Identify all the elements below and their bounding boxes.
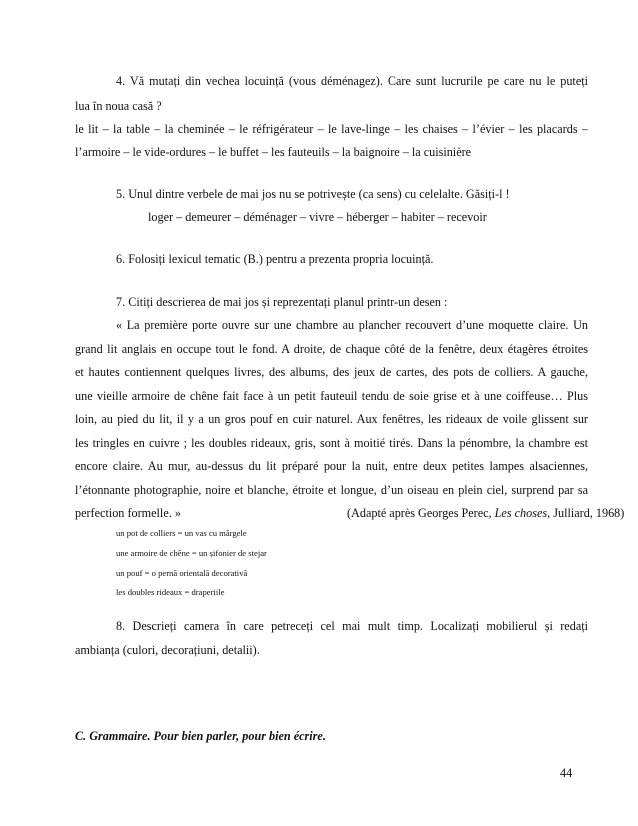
exercise-4-line-2: lua în noua casă ? — [75, 99, 162, 113]
exercise-4-line-1: 4. Vă mutați din vechea locuință (vous déménagez). Care sunt lucrurile pe care nu le puteți — [116, 74, 588, 88]
exercise-7-text-line: encore claire. Au mur, au-dessus du lit préparé pour la nuit, entre deux petites lampes alsaciennes, — [75, 459, 588, 473]
exercise-7-text-line: les tringles en cuivre ; les doubles rideaux, gris, sont à moitié tirés. Dans la pénombre, la chambre est — [75, 436, 588, 450]
exercise-7-instruction: 7. Citiți descrierea de mai jos și reprezentați planul printr-un desen : — [116, 295, 448, 309]
glossary-item: une armoire de chêne = un șifonier de stejar — [116, 548, 267, 558]
exercise-7-last-line — [75, 505, 625, 521]
exercise-7-text-line: loin, au pied du lit, il y a un gros pouf en cuir naturel. Aux fenêtres, les rideaux de voile glissent sur — [75, 412, 588, 426]
glossary-item: un pot de colliers = un vas cu mărgele — [116, 528, 247, 538]
source-prefix: (Adapté après Georges Perec, — [347, 506, 495, 520]
section-heading: C. Grammaire. Pour bien parler, pour bien écrire. — [75, 729, 326, 743]
exercise-8-line-2: ambianța (culori, decorațiuni, detalii). — [75, 643, 260, 657]
exercise-7-text-line: une vieille armoire de chêne fait face à un petit fauteuil tendu de soie grise et à une coiffeuse… Plus — [75, 389, 588, 403]
exercise-8-line-1: 8. Descrieți camera în care petreceți cel mai mult timp. Localizați mobilierul și redați — [116, 619, 588, 633]
source-title: Les choses — [494, 506, 548, 520]
source-suffix: , Julliard, 1968) — [547, 506, 625, 520]
exercise-7-text-line: « La première porte ouvre sur une chambre au plancher recouvert d’une moquette claire. Un — [116, 318, 588, 332]
exercise-7-text-line: l’étonnante photographie, noire et blanche, étroite et longue, d’un oiseau en plein ciel, surprend par sa — [75, 483, 588, 497]
glossary-item: un pouf = o pernă orientală decorativă — [116, 568, 248, 578]
exercise-7-source — [347, 505, 624, 521]
exercise-4-word-list-1: le lit – la table – la cheminée – le réfrigérateur – le lave-linge – les chaises – l’évier – les placards – — [75, 122, 588, 136]
exercise-5-instruction: 5. Unul dintre verbele de mai jos nu se potrivește (ca sens) cu celelalte. Găsiți-l ! — [116, 187, 510, 201]
exercise-7-text-line: grand lit anglais en occupe tout le fond. A droite, de chaque côté de la fenêtre, deux étagères étroites — [75, 342, 588, 356]
exercise-6-instruction: 6. Folosiți lexicul tematic (B.) pentru a prezenta propria locuință. — [116, 252, 434, 266]
page-number: 44 — [560, 766, 573, 780]
exercise-5-verb-list: loger – demeurer – déménager – vivre – héberger – habiter – recevoir — [148, 210, 487, 224]
exercise-4-word-list-2: l’armoire – le vide-ordures – le buffet – les fauteuils – la baignoire – la cuisinière — [75, 145, 472, 159]
glossary-item: les doubles rideaux = draperiile — [116, 587, 225, 597]
exercise-7-text-end: perfection formelle. » — [75, 506, 181, 520]
exercise-7-text-line: et hautes contiennent quelques livres, des albums, des jeux de cartes, des pots de colliers. A gauche, — [75, 365, 588, 379]
